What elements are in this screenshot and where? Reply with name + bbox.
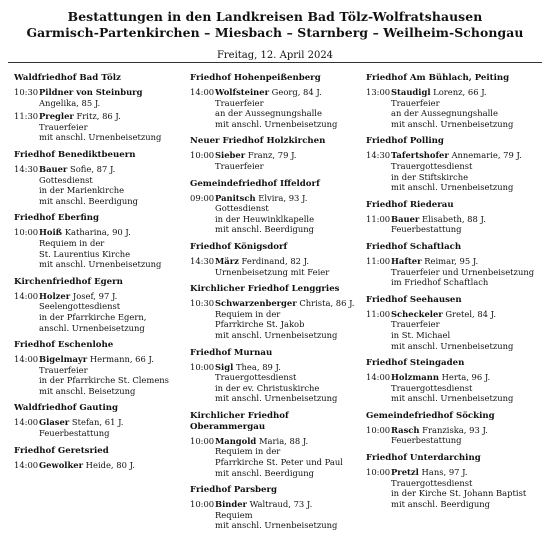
service-detail: mit anschl. Urnenbeisetzung <box>39 132 162 143</box>
cemetery-section <box>190 485 360 531</box>
entry-time: 14:00 <box>190 87 215 97</box>
service-detail: mit anschl. Urnenbeisetzung <box>215 118 338 129</box>
deceased-name <box>39 460 135 471</box>
service-detail: in der Stiftskirche <box>391 171 469 182</box>
cemetery-name: Neuer Friedhof Holzkirchen <box>190 136 326 147</box>
entry-time: 10:00 <box>14 227 39 238</box>
service-detail: Requiem in der <box>39 237 105 248</box>
service-detail: Requiem in der <box>215 446 281 457</box>
cemetery-section <box>190 242 360 277</box>
burial-entry <box>366 467 536 509</box>
service-detail: an der Aussegnungshalle <box>215 108 322 119</box>
deceased-name <box>39 417 123 428</box>
entry-first-line <box>190 499 360 510</box>
deceased-name <box>215 499 312 510</box>
column-2 <box>190 73 360 538</box>
burial-entry <box>366 87 536 129</box>
service-detail: Trauergottesdienst <box>391 477 473 488</box>
entry-time: 10:00 <box>366 424 391 435</box>
deceased-name <box>391 87 487 98</box>
deceased-firstname-age: Katharina, 90 J. <box>62 227 131 238</box>
deceased-name <box>391 150 522 161</box>
deceased-name <box>39 111 121 122</box>
deceased-name <box>215 193 307 204</box>
deceased-name <box>391 467 468 478</box>
cemetery-section <box>14 403 184 438</box>
service-detail: Angelika, 85 J. <box>39 97 101 108</box>
burial-entry <box>366 425 536 446</box>
service-detail: mit anschl. Beerdigung <box>215 467 315 478</box>
burial-entry <box>14 291 184 333</box>
deceased-firstname-age: Heide, 80 J. <box>83 459 135 470</box>
deceased-firstname-age: Hans, 97 J. <box>418 467 468 478</box>
service-detail: Trauerfeier <box>391 319 440 330</box>
entry-time: 13:00 <box>366 87 391 97</box>
entry-first-line <box>14 291 184 302</box>
service-detail: mit anschl. Beerdigung <box>391 498 491 509</box>
deceased-firstname-age: Herta, 96 J. <box>438 372 491 383</box>
column-1 <box>14 73 184 477</box>
entry-first-line <box>366 425 536 436</box>
cemetery-section <box>190 136 360 171</box>
service-detail: Requiem in der <box>215 308 281 319</box>
cemetery-name: Friedhof Benediktbeuern <box>14 149 136 160</box>
burial-entry <box>190 499 360 531</box>
deceased-firstname-age: Franz, 79 J. <box>245 150 297 161</box>
cemetery-section <box>190 179 360 235</box>
deceased-firstname-age: Fritz, 86 J. <box>73 111 121 122</box>
deceased-name <box>39 354 154 365</box>
cemetery-name: Waldfriedhof Gauting <box>14 403 119 414</box>
entry-first-line <box>14 354 184 365</box>
service-detail: mit anschl. Urnenbeisetzung <box>391 393 514 404</box>
deceased-firstname-age: Ferdinand, 82 J. <box>238 255 310 266</box>
entry-time: 09:00 <box>190 192 215 203</box>
service-detail: mit anschl. Urnenbeisetzung <box>391 118 514 129</box>
entry-first-line <box>190 436 360 447</box>
service-detail: Pfarrkirche St. Jakob <box>215 319 305 330</box>
cemetery-name: Kirchlicher Friedhof Lenggries <box>190 284 340 295</box>
deceased-surname: Scheckeler <box>391 308 443 319</box>
entry-first-line <box>366 256 536 267</box>
burial-entry <box>190 436 360 478</box>
entry-first-line <box>14 87 184 98</box>
page-title-line-2: Garmisch-Partenkirchen – Miesbach – Starnberg – Weilheim-Schongau <box>26 25 524 40</box>
entry-time: 10:00 <box>190 361 215 372</box>
burial-entry <box>366 150 536 192</box>
service-detail: in der Pfarrkirche Egern, <box>39 311 147 322</box>
deceased-surname: Staudigl <box>391 87 431 97</box>
deceased-firstname-age: Gretel, 84 J. <box>442 308 497 319</box>
cemetery-name: Friedhof Polling <box>366 136 444 147</box>
entry-first-line <box>366 214 536 225</box>
burial-entry <box>190 298 360 340</box>
cemetery-name: Kirchenfriedhof Egern <box>14 276 123 287</box>
burial-entry <box>366 372 536 404</box>
service-detail: Urnenbeisetzung mit Feier <box>215 266 330 277</box>
service-detail: Gottesdienst <box>215 203 269 214</box>
entry-first-line <box>190 362 360 373</box>
service-detail: Gottesdienst <box>39 174 93 185</box>
cemetery-name: Friedhof Seehausen <box>366 294 462 305</box>
cemetery-section <box>14 277 184 333</box>
service-detail: Trauerfeier <box>215 160 264 171</box>
entry-time: 14:30 <box>190 255 215 266</box>
column-3 <box>366 73 536 516</box>
deceased-surname: Holzer <box>39 290 71 301</box>
entry-time: 10:00 <box>190 150 215 161</box>
service-detail: Trauerfeier <box>215 97 264 108</box>
page-title-line-1: Bestattungen in den Landkreisen Bad Tölz-Wolfratshausen <box>67 9 483 24</box>
cemetery-section <box>366 242 536 288</box>
entry-first-line <box>190 150 360 161</box>
publication-date: Freitag, 12. April 2024 <box>216 50 334 61</box>
deceased-firstname-age: Lorenz, 66 J. <box>430 87 487 97</box>
service-detail: Seelengottesdienst <box>39 301 121 312</box>
entry-time: 10:30 <box>190 298 215 309</box>
entry-time: 10:00 <box>366 467 391 478</box>
deceased-firstname-age: Reimar, 95 J. <box>421 255 479 266</box>
cemetery-section <box>14 150 184 206</box>
deceased-surname: Sigl <box>215 361 234 372</box>
service-detail: anschl. Urnenbeisetzung <box>39 322 145 333</box>
entry-first-line <box>14 164 184 175</box>
burial-entry <box>14 87 184 108</box>
cemetery-section <box>366 295 536 351</box>
entry-first-line <box>190 193 360 204</box>
deceased-name <box>39 227 131 238</box>
deceased-surname: Pildner von Steinburg <box>39 87 143 97</box>
deceased-surname: Pretzl <box>391 467 419 478</box>
entry-time: 10:00 <box>190 435 215 446</box>
cemetery-name: Gemeindefriedhof Söcking <box>366 410 495 421</box>
burial-entry <box>14 417 184 438</box>
entry-first-line <box>190 256 360 267</box>
entry-time: 10:00 <box>190 499 215 510</box>
service-detail: Trauergottesdienst <box>391 160 473 171</box>
deceased-firstname-age: Stefan, 61 J. <box>69 417 124 428</box>
service-detail: Trauerfeier <box>391 97 440 108</box>
deceased-name <box>215 150 296 161</box>
deceased-name <box>215 87 322 98</box>
deceased-name <box>391 372 490 383</box>
deceased-name <box>391 425 488 436</box>
cemetery-section <box>366 358 536 404</box>
service-detail: mit anschl. Urnenbeisetzung <box>39 259 162 270</box>
entry-first-line <box>190 87 360 98</box>
cemetery-name: Friedhof Murnau <box>190 347 273 358</box>
deceased-surname: Tafertshofer <box>391 150 449 161</box>
service-detail: in der Marienkirche <box>39 185 125 196</box>
cemetery-section <box>14 446 184 471</box>
service-detail: in der Kirche St. Johann Baptist <box>391 488 527 499</box>
deceased-name <box>39 164 115 175</box>
deceased-name <box>215 362 281 373</box>
cemetery-section <box>366 200 536 235</box>
cemetery-section <box>190 73 360 129</box>
service-detail: in der Pfarrkirche St. Clemens <box>39 375 169 386</box>
service-detail: Trauerfeier und Urnenbeisetzung <box>391 266 535 277</box>
service-detail: Feuerbestattung <box>391 224 462 235</box>
service-detail: Trauergottesdienst <box>391 382 473 393</box>
entry-time: 14:00 <box>14 290 39 301</box>
cemetery-name: Friedhof Hohenpeißenberg <box>190 73 321 83</box>
service-detail: Feuerbestattung <box>391 435 462 446</box>
service-detail: mit anschl. Urnenbeisetzung <box>215 393 338 404</box>
cemetery-name: Friedhof Schaftlach <box>366 241 462 252</box>
burial-entry <box>14 227 184 269</box>
service-detail: in St. Michael <box>391 329 451 340</box>
cemetery-name: Friedhof Steingaden <box>366 358 465 369</box>
entry-time: 14:00 <box>14 354 39 365</box>
cemetery-name: Kirchlicher Friedhof Oberammergau <box>190 410 289 432</box>
service-detail: mit anschl. Beerdigung <box>39 195 139 206</box>
deceased-surname: Wolfsteiner <box>215 87 270 97</box>
deceased-firstname-age: Franziska, 93 J. <box>419 424 488 435</box>
burial-entry <box>190 193 360 235</box>
deceased-firstname-age: Georg, 84 J. <box>269 87 322 97</box>
deceased-firstname-age: Christa, 86 J. <box>296 298 355 309</box>
service-detail: mit anschl. Beisetzung <box>39 385 136 396</box>
burial-entry <box>366 214 536 235</box>
deceased-surname: Pregler <box>39 111 74 122</box>
service-detail: im Friedhof Schaftlach <box>391 277 489 288</box>
service-detail: in der ev. Christuskirche <box>215 382 320 393</box>
cemetery-section <box>14 73 184 143</box>
entry-time: 14:30 <box>14 163 39 174</box>
entry-first-line <box>14 227 184 238</box>
service-detail: St. Laurentius Kirche <box>39 248 131 259</box>
burial-entry <box>190 150 360 171</box>
cemetery-section <box>190 348 360 404</box>
service-detail: Requiem <box>215 509 253 520</box>
deceased-firstname-age: Maria, 88 J. <box>256 435 309 446</box>
deceased-surname: Binder <box>215 499 247 510</box>
deceased-name <box>215 256 309 267</box>
deceased-surname: Bauer <box>39 163 68 174</box>
deceased-firstname-age: Elvira, 93 J. <box>255 192 308 203</box>
burial-entry <box>14 354 184 396</box>
deceased-firstname-age: Thea, 89 J. <box>233 361 281 372</box>
entry-time: 14:00 <box>14 417 39 428</box>
deceased-name <box>39 291 117 302</box>
burial-entry <box>14 460 184 471</box>
deceased-surname: Gewolker <box>39 459 84 470</box>
service-detail: Pfarrkirche St. Peter und Paul <box>215 457 343 468</box>
service-detail: an der Aussegnungshalle <box>391 108 498 119</box>
deceased-surname: Holzmann <box>391 372 439 383</box>
entry-first-line <box>366 309 536 320</box>
entry-time: 11:00 <box>366 255 391 266</box>
cemetery-name: Friedhof Riederau <box>366 199 454 210</box>
service-detail: mit anschl. Urnenbeisetzung <box>215 329 338 340</box>
deceased-firstname-age: Josef, 97 J. <box>70 290 118 301</box>
burial-entry <box>190 256 360 277</box>
deceased-name <box>39 87 142 98</box>
deceased-name <box>215 436 308 447</box>
cemetery-name: Friedhof Geretsried <box>14 445 109 456</box>
deceased-surname: Hoiß <box>39 227 63 238</box>
service-detail: Trauerfeier <box>39 364 88 375</box>
cemetery-name: Friedhof Unterdarching <box>366 453 481 464</box>
cemetery-section <box>366 73 536 129</box>
cemetery-section <box>366 136 536 192</box>
deceased-surname: Sieber <box>215 150 246 161</box>
cemetery-name: Waldfriedhof Bad Tölz <box>14 73 121 83</box>
entry-first-line <box>366 87 536 98</box>
service-detail: Feuerbestattung <box>39 428 110 439</box>
service-detail: in der Heuwinklkapelle <box>215 213 315 224</box>
deceased-name <box>391 256 478 267</box>
deceased-name <box>391 309 496 320</box>
entry-first-line <box>14 460 184 471</box>
cemetery-section <box>14 213 184 269</box>
deceased-name <box>391 214 486 225</box>
page-header <box>0 9 550 62</box>
deceased-firstname-age: Elisabeth, 88 J. <box>419 213 486 224</box>
cemetery-section <box>366 411 536 446</box>
cemetery-section <box>14 340 184 396</box>
burial-entry <box>14 111 184 143</box>
entry-time: 11:00 <box>366 308 391 319</box>
cemetery-name: Friedhof Eberfing <box>14 213 99 224</box>
deceased-surname: Mangold <box>215 435 257 446</box>
deceased-firstname-age: Sofie, 87 J. <box>67 163 116 174</box>
service-detail: mit anschl. Urnenbeisetzung <box>391 182 514 193</box>
deceased-surname: Hafter <box>391 255 422 266</box>
burial-entry <box>366 256 536 288</box>
burial-entry <box>190 362 360 404</box>
cemetery-name: Gemeindefriedhof Iffeldorf <box>190 178 320 189</box>
cemetery-section <box>366 453 536 509</box>
deceased-surname: Bigelmayr <box>39 354 88 365</box>
cemetery-section <box>190 411 360 478</box>
cemetery-name: Friedhof Eschenlohe <box>14 340 114 351</box>
deceased-surname: Glaser <box>39 417 70 428</box>
entry-first-line <box>366 467 536 478</box>
service-detail: Trauerfeier <box>39 121 88 132</box>
entry-first-line <box>14 417 184 428</box>
deceased-firstname-age: Waltraud, 73 J. <box>246 499 313 510</box>
header-divider <box>8 62 542 63</box>
cemetery-name: Friedhof Parsberg <box>190 485 278 496</box>
deceased-surname: Schwarzenberger <box>215 298 297 309</box>
entry-first-line <box>366 150 536 161</box>
entry-time: 14:30 <box>366 150 391 161</box>
deceased-firstname-age: Hermann, 66 J. <box>87 354 154 365</box>
entry-time: 14:00 <box>366 372 391 383</box>
entry-first-line <box>366 372 536 383</box>
entry-time: 10:30 <box>14 87 39 97</box>
entry-first-line <box>190 298 360 309</box>
deceased-name <box>215 298 354 309</box>
deceased-surname: Rasch <box>391 424 420 435</box>
entry-time: 11:00 <box>366 213 391 224</box>
cemetery-section <box>190 284 360 340</box>
deceased-firstname-age: Annemarie, 79 J. <box>448 150 522 161</box>
entry-first-line <box>14 111 184 122</box>
cemetery-name: Friedhof Am Bühlach, Peiting <box>366 73 510 83</box>
service-detail: Trauergottesdienst <box>215 372 297 383</box>
burial-entry <box>190 87 360 129</box>
burial-entry <box>14 164 184 206</box>
service-detail: mit anschl. Beerdigung <box>215 224 315 235</box>
deceased-surname: Bauer <box>391 213 420 224</box>
entry-time: 11:30 <box>14 111 39 122</box>
deceased-surname: Panitsch <box>215 192 256 203</box>
service-detail: mit anschl. Urnenbeisetzung <box>215 520 338 531</box>
cemetery-name: Friedhof Königsdorf <box>190 241 288 252</box>
burial-entry <box>366 309 536 351</box>
entry-time: 14:00 <box>14 459 39 470</box>
service-detail: mit anschl. Urnenbeisetzung <box>391 340 514 351</box>
deceased-surname: März <box>215 255 239 266</box>
